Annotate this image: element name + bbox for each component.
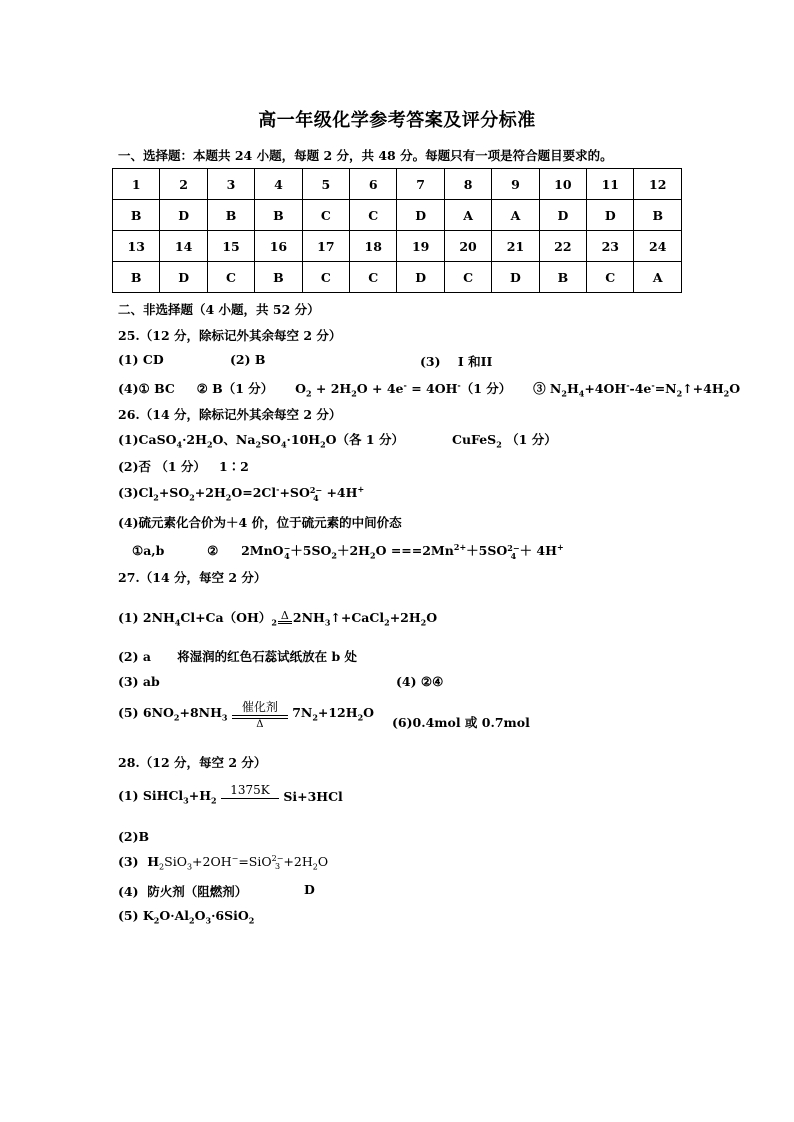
q27-answer-3: (3) ab (118, 674, 160, 689)
q27-answer-6: (6)0.4mol 或 0.7mol (392, 715, 530, 730)
answer-cell: B (113, 262, 160, 293)
question-number-cell: 10 (539, 169, 586, 200)
q27-answer-4: (4) ②④ (396, 674, 444, 689)
answer-cell: D (397, 262, 444, 293)
catalyst-label: 催化剂 (241, 700, 278, 714)
answer-cell: B (539, 262, 586, 293)
q28-heading: 28.（12 分，每空 2 分） (118, 755, 267, 770)
answer-row (113, 200, 682, 231)
question-number-cell: 5 (302, 169, 349, 200)
answer-cell: C (302, 262, 349, 293)
q25-a4-part2: ② B（1 分） (196, 381, 274, 396)
answer-row (113, 262, 682, 293)
q25-a4-part1: (4)① BC (118, 381, 175, 396)
answer-cell: D (587, 200, 634, 231)
answer-cell: D (397, 200, 444, 231)
question-number-cell: 4 (255, 169, 302, 200)
page-title: 高一年级化学参考答案及评分标准 (258, 110, 536, 131)
answer-cell: B (255, 262, 302, 293)
q27-answer-5: (5) $6NO_2+8NH_3$ 催化剂 Δ $7N_2+12H_2O$ (118, 700, 375, 730)
answer-cell: C (302, 200, 349, 231)
answer-cell: D (160, 200, 207, 231)
answer-cell: B (255, 200, 302, 231)
question-number-cell: 19 (397, 231, 444, 262)
q25-answer-2: (2) B (230, 352, 266, 367)
q28-answer-3: (3) $H_2SiO_3+2OH^-=SiO$ 2− 3 $+2H_2O$ (118, 853, 329, 872)
question-number-cell: 11 (587, 169, 634, 200)
answer-cell: A (444, 200, 491, 231)
answer-cell: A (634, 262, 682, 293)
temperature-label: 1375K (230, 783, 270, 797)
question-number-row (113, 231, 682, 262)
answer-cell: B (207, 200, 254, 231)
answer-cell: A (492, 200, 539, 231)
answer-cell: C (444, 262, 491, 293)
question-number-cell: 13 (113, 231, 160, 262)
q27-answer-2: (2) a 将湿润的红色石蕊试纸放在 b 处 (118, 649, 358, 664)
question-number-cell: 15 (207, 231, 254, 262)
answer-cell: B (113, 200, 160, 231)
answer-cell: C (350, 262, 397, 293)
question-number-cell: 17 (302, 231, 349, 262)
answer-cell: C (207, 262, 254, 293)
q25-heading: 25.（12 分，除标记外其余每空 2 分） (118, 328, 342, 343)
q25-answer-3: (3) I 和II (420, 354, 493, 369)
question-number-cell: 23 (587, 231, 634, 262)
question-number-cell: 18 (350, 231, 397, 262)
answer-cell: C (350, 200, 397, 231)
section-1-heading: 一、选择题：本题共 24 小题，每题 2 分，共 48 分。每题只有一项是符合题目要求的。 (118, 148, 613, 163)
question-number-cell: 16 (255, 231, 302, 262)
q28-answer-2: (2)B (118, 829, 150, 844)
q25-a4-part3: ③ $N_2H_4+4OH^--4e^-=N_2↑+4H_2O$ (533, 379, 741, 399)
q26-answer-1: $(1)CaSO_4\cdot 2H_2O$、$Na_2SO_4\cdot 10H_2O$（各 1 分） (118, 432, 404, 450)
q27-heading: 27.（14 分，每空 2 分） (118, 570, 267, 585)
q28-answer-1: (1) $SiHCl_3+H_2$ 1375K Si+3HCl (118, 783, 343, 806)
q28-answer-4: (4) 防火剂（阻燃剂） (118, 884, 248, 899)
q26-answer-2: (2)否 （1 分） 1∶2 (118, 459, 249, 474)
question-number-cell: 7 (397, 169, 444, 200)
answer-cell: D (492, 262, 539, 293)
q26-answer-3: $(3)Cl_2+SO_2+2H_2O=2Cl^-+SO$ 2− 4 +4H+ (118, 484, 365, 503)
question-number-cell: 6 (350, 169, 397, 200)
answer-cell: B (634, 200, 682, 231)
q26-answer-5: ①a,b ② 2MnO − 4 $+5SO_2+2H_2O ===2Mn^{2+}+5SO$ 2− 4 ＋ 4H+ (132, 541, 564, 561)
question-number-cell: 12 (634, 169, 682, 200)
q27-answer-1: (1) $2NH_4Cl+Ca(OH)_2$ Δ $2NH_3↑+CaCl_2+2H_2O$ (118, 608, 438, 628)
question-number-cell: 9 (492, 169, 539, 200)
answer-cell: D (539, 200, 586, 231)
q25-answer-1: (1) CD (118, 352, 164, 367)
question-number-cell: 20 (444, 231, 491, 262)
q26-heading: 26.（14 分，除标记外其余每空 2 分） (118, 407, 342, 422)
q28-answer-5: (5) $K_2O\cdot Al_2O_3\cdot 6SiO_2$ (118, 908, 255, 926)
heat-symbol: Δ (280, 608, 289, 622)
question-number-row (113, 169, 682, 200)
question-number-cell: 2 (160, 169, 207, 200)
q28-answer-4b: D (304, 882, 315, 897)
answer-cell: D (160, 262, 207, 293)
answer-table (112, 168, 682, 293)
question-number-cell: 1 (113, 169, 160, 200)
answer-cell: C (587, 262, 634, 293)
question-number-cell: 14 (160, 231, 207, 262)
question-number-cell: 24 (634, 231, 682, 262)
question-number-cell: 22 (539, 231, 586, 262)
question-number-cell: 21 (492, 231, 539, 262)
question-number-cell: 3 (207, 169, 254, 200)
q25-answer-4 (118, 379, 740, 399)
question-number-cell: 8 (444, 169, 491, 200)
q26-answer-1b: CuFeS$_2$ （1 分） (452, 432, 557, 450)
q26-answer-4: (4)硫元素化合价为＋4 价，位于硫元素的中间价态 (118, 515, 402, 530)
section-2-heading: 二、非选择题（4 小题，共 52 分） (118, 302, 320, 317)
q25-a4-equation: $O_2 + 2H_2O + 4e^- = 4OH^-(1$ 分） (295, 379, 512, 399)
